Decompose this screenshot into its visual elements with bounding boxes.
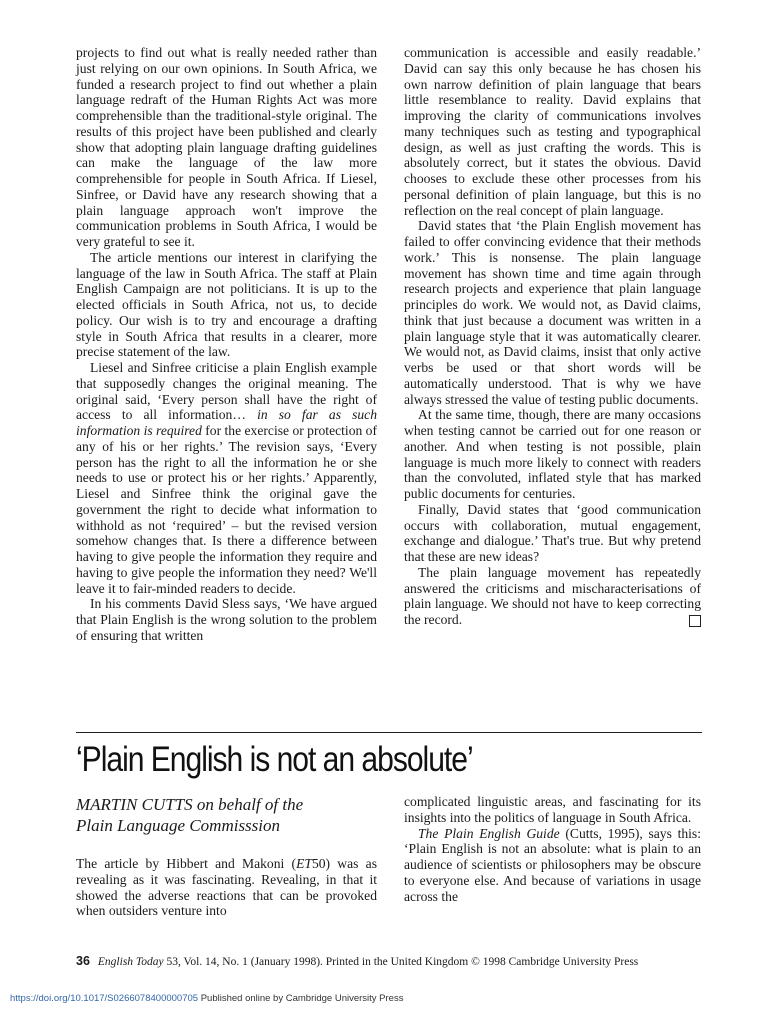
paragraph-text: Liesel and Sinfree criticise a plain English example that supposedly changes the original meaning. The original said, ‘Every person shall have the right of access to all information…	[76, 360, 377, 423]
end-of-article-box-icon	[689, 615, 701, 627]
paragraph: projects to find out what is really needed rather than just relying on our own opinions. In South Africa, we funded a research project to find out whether a plain language redraft of the Human Rights Act was more comprehensible than the traditional-style original. The results of this project have been published and clearly show that adopting plain language drafting guidelines can make the language of the law more comprehensible for people in South Africa. If Liesel, Sinfree, or David have any research showing that a plain language approach won't improve the communication problems in South Africa, I would be very grateful to see it.	[76, 45, 377, 249]
paragraph-text: for the exercise or protection of any of his or her rights.’ The revision says, ‘Every person has the right to all the information he or she needs to use or protect his or her rights.’ Apparently, Liesel and Sinfree think the original gave the government the right to decide what information to withhold as not ‘required’ – but the revised version somehow changes that. Is there a difference between having to give people the information they require and having to give people the information they need? We'll leave it to fair-minded readers to decide.	[76, 423, 378, 596]
page-number: 36	[76, 954, 90, 968]
paragraph-text: 50) was as revealing as it was fascinating. Revealing, in that it showed the adverse reactions that can be provoked when outsiders venture into	[76, 856, 377, 919]
doi-line	[10, 993, 403, 1004]
book-title: The Plain English Guide	[418, 825, 560, 841]
paragraph-text: The article by Hibbert and Makoni (	[76, 856, 297, 871]
doi-link[interactable]: https://doi.org/10.1017/S0266078400000705	[10, 993, 199, 1004]
paragraph: Finally, David states that ‘good communication occurs with collaboration, mutual engagement, exchange and dialogue.’ That's true. But why pretend that these are new ideas?	[404, 501, 701, 564]
paragraph-text: (Cutts, 1995), says this: ‘Plain English is not an absolute: what is plain to an audience of scientists or philosophers may be obscure to everyone else. And because of variations in usage across the	[404, 825, 701, 904]
paragraph: complicated linguistic areas, and fascinating for its insights into the politics of language in South Africa.	[404, 794, 701, 825]
citation: 53, Vol. 14, No. 1 (January 1998). Printed in the United Kingdom © 1998 Cambridge University Press	[163, 956, 639, 968]
byline-author: MARTIN CUTTS on behalf of the	[76, 795, 304, 814]
paragraph: David states that ‘the Plain English movement has failed to offer convincing evidence that their methods work.’ This is nonsense. The plain language movement has shown time and time again through research projects and experience that plain language principles do work. We would not, as David claims, think that just because a document was written in a plain language style that it was automatically clearer. We would not, as David claims, insist that only active verbs be used or that short words will be automatically understood. That is why we have always stressed the value of testing public documents.	[404, 218, 701, 407]
paragraph: The article mentions our interest in clarifying the language of the law in South Africa. The staff at Plain English Campaign are not politicians. It is up to the elected officials in South Africa, not us, to decide policy. Our wish is to try and encourage a drafting style in South Africa that results in a clearer, more precise statement of the law.	[76, 249, 377, 360]
journal-ref: ET	[296, 856, 312, 871]
paragraph	[76, 856, 377, 919]
emphasis: in so far as such information is required	[76, 407, 377, 438]
doi-text: Published online by Cambridge University Press	[198, 993, 404, 1004]
byline	[76, 794, 376, 836]
journal-name: English Today	[97, 956, 164, 968]
section-divider	[76, 732, 702, 733]
paragraph: In his comments David Sless says, ‘We have argued that Plain English is the wrong solution to the problem of ensuring that written	[76, 596, 377, 643]
right-column	[404, 45, 701, 628]
page-footer	[76, 954, 716, 969]
paragraph-text: The plain language movement has repeatedly answered the criticisms and mischaracterisations of plain language. We should not have to keep correcting the record.	[404, 564, 701, 627]
paragraph	[404, 826, 701, 905]
paragraph	[404, 565, 701, 628]
paragraph: At the same time, though, there are many occasions when testing cannot be carried out for one reason or another. And when testing is not possible, plain language is much more likely to connect with readers than the convoluted, inflated style that has marked public documents for centuries.	[404, 407, 701, 501]
article-body-right	[404, 794, 701, 904]
article-body-left	[76, 856, 377, 919]
article-headline: ‘Plain English is not an absolute’	[76, 740, 473, 779]
paragraph	[76, 360, 377, 596]
left-column	[76, 45, 377, 644]
paragraph: communication is accessible and easily readable.’ David can say this only because he has chosen his own narrow definition of plain language that bears little resemblance to reality. David explains that improving the clarity of communications involves many techniques such as testing and typographical design, as well as just crafting the words. This is absolutely correct, but it states the obvious. David chooses to exclude these other processes from his personal definition of plain language, but this is no reflection on the real concept of plain language.	[404, 45, 701, 218]
byline-organization: Plain Language Commisssion	[76, 816, 281, 835]
